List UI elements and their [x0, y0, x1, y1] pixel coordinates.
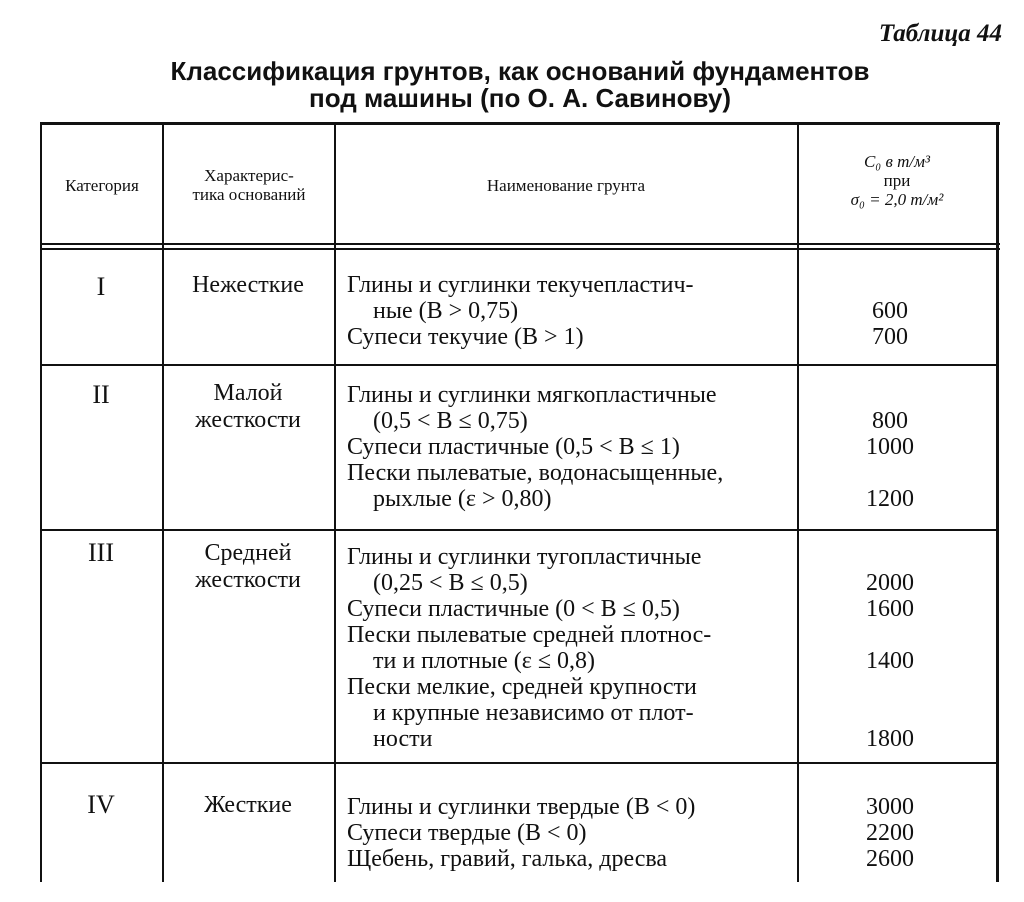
value-line — [800, 460, 980, 486]
soil-name-cell — [347, 794, 695, 872]
header-value-line-3: σ₀ = 2,0 т/м² — [850, 190, 944, 209]
table-right-border — [996, 122, 999, 882]
value-cell — [800, 794, 980, 872]
table-number: Таблица 44 — [878, 20, 1002, 47]
soil-line: Щебень, гравий, галька, дресва — [347, 846, 668, 872]
characteristic-line: Малой — [213, 380, 283, 406]
value-line: 800 — [872, 408, 908, 434]
characteristic-cell — [164, 272, 332, 299]
soil-line: ности — [373, 726, 433, 752]
category-cell: I — [96, 272, 106, 301]
value-line: 2200 — [866, 820, 914, 846]
soil-line: Супеси пластичные (0,5 < B ≤ 1) — [347, 434, 680, 460]
characteristic-line: Средней — [204, 540, 292, 566]
characteristic-cell — [164, 540, 332, 594]
soil-name-cell — [347, 382, 723, 512]
soil-line: Глины и суглинки твердые (B < 0) — [347, 794, 696, 820]
value-line — [800, 700, 980, 726]
soil-line: и крупные независимо от плот- — [373, 700, 694, 726]
col-divider-2 — [334, 122, 336, 882]
characteristic-cell — [164, 380, 332, 434]
header-soil-name: Наименование грунта — [486, 176, 646, 195]
col-divider-3 — [797, 122, 799, 882]
soil-line: ные (B > 0,75) — [373, 298, 519, 324]
soil-line: рыхлые (ε > 0,80) — [373, 486, 552, 512]
soil-line: Супеси текучие (B > 1) — [347, 324, 584, 350]
table-top-rule — [40, 122, 1000, 125]
table-left-border — [40, 122, 42, 882]
soil-line: (0,5 < B ≤ 0,75) — [373, 408, 528, 434]
characteristic-line: жесткости — [195, 567, 301, 593]
header-value-line-2: при — [883, 171, 911, 190]
header-rule-2 — [40, 248, 1000, 250]
category-cell: II — [92, 380, 110, 409]
header-characteristic — [164, 166, 334, 204]
value-line: 1600 — [866, 596, 914, 622]
header-rule-1 — [40, 243, 1000, 245]
characteristic-cell — [164, 792, 332, 819]
soil-line: Глины и суглинки мягкопластичные — [347, 382, 717, 408]
value-line: 1000 — [866, 434, 914, 460]
value-line — [800, 674, 980, 700]
header-value-line-1: C₀ в т/м³ — [863, 152, 931, 171]
soil-name-cell — [347, 272, 694, 350]
group-rule-1 — [40, 364, 998, 366]
soil-line: Пески пылеватые средней плотнос- — [347, 622, 712, 648]
col-divider-1 — [162, 122, 164, 882]
category-cell: III — [88, 538, 114, 567]
title-line-1: Классификация грунтов, как оснований фундаментов — [170, 56, 870, 86]
value-line: 1200 — [866, 486, 914, 512]
soil-line: Глины и суглинки тугопластичные — [347, 544, 702, 570]
soil-line: ти и плотные (ε ≤ 0,8) — [373, 648, 596, 674]
value-line: 1800 — [866, 726, 914, 752]
title-line-2: под машины (по О. А. Савинову) — [308, 83, 732, 113]
value-line: 600 — [872, 298, 908, 324]
value-line: 700 — [872, 324, 908, 350]
value-line: 2000 — [866, 570, 914, 596]
header-category: Категория — [65, 176, 139, 195]
header-characteristic-line-2: тика оснований — [192, 185, 306, 204]
group-rule-3 — [40, 762, 998, 764]
group-rule-2 — [40, 529, 998, 531]
value-cell — [800, 570, 980, 752]
value-cell — [800, 272, 980, 350]
value-line: 2600 — [866, 846, 914, 872]
characteristic-line: Жесткие — [204, 792, 292, 818]
characteristic-line: жесткости — [195, 407, 301, 433]
value-cell — [800, 408, 980, 512]
soil-name-cell — [347, 544, 711, 752]
soil-line: (0,25 < B ≤ 0,5) — [373, 570, 528, 596]
value-line — [800, 622, 980, 648]
header-value — [799, 152, 995, 209]
soil-line: Глины и суглинки текучепластич- — [347, 272, 694, 298]
value-line: 3000 — [866, 794, 914, 820]
category-cell: IV — [87, 790, 115, 819]
soil-line: Пески пылеватые, водонасыщенные, — [347, 460, 724, 486]
value-line — [800, 272, 980, 298]
characteristic-line: Нежесткие — [192, 272, 304, 298]
value-line: 1400 — [866, 648, 914, 674]
soil-line: Супеси твердые (B < 0) — [347, 820, 587, 846]
soil-line: Супеси пластичные (0 < B ≤ 0,5) — [347, 596, 680, 622]
header-characteristic-line-1: Характерис- — [204, 166, 294, 185]
table-title — [150, 58, 890, 112]
soil-line: Пески мелкие, средней крупности — [347, 674, 697, 700]
